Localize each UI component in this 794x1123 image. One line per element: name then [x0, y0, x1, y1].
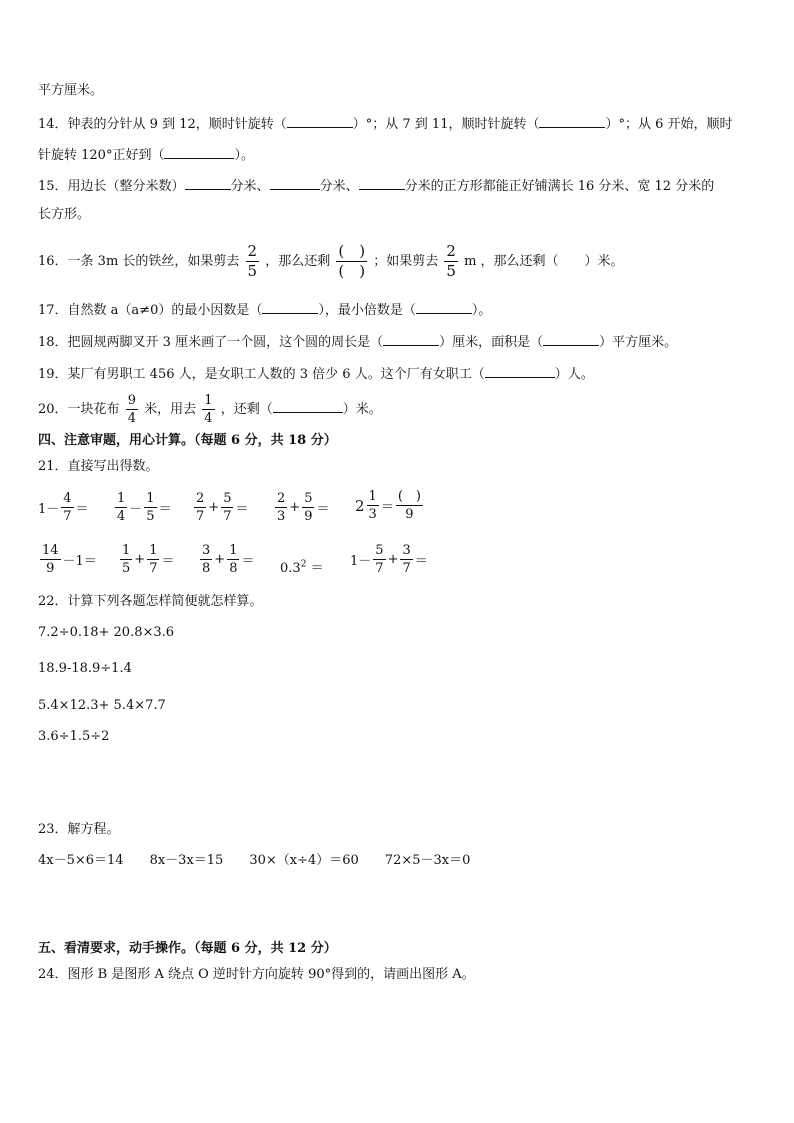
q16-text-c: ；如果剪去: [373, 254, 439, 269]
q22-title: 22．计算下列各题怎样简便就怎样算。: [38, 594, 263, 609]
q20-line: [38, 390, 382, 430]
q14-line1: [38, 114, 733, 134]
calc-10: 1－ $\frac{5}{7}$ + $\frac{3}{7}$ ＝: [350, 543, 428, 576]
q15-line2: 长方形。: [38, 207, 91, 222]
q14-text-c: ）°；从 6 开始，顺时: [605, 117, 733, 132]
answer-blank[interactable]: [164, 145, 234, 159]
answer-blank[interactable]: [416, 300, 472, 314]
q15-text-b: 分米、: [230, 179, 270, 194]
q18-text-a: 18．把圆规两脚叉开 3 厘米画了一个圆，这个圆的周长是（: [38, 335, 384, 350]
calc-3: $\frac{2}{7}$ + $\frac{5}{7}$ ＝: [196, 491, 249, 524]
q16-text-d: m ，那么还剩（ ）米。: [464, 254, 624, 269]
answer-blank[interactable]: [287, 114, 353, 128]
answer-blank[interactable]: [262, 300, 318, 314]
answer-blank[interactable]: [270, 176, 320, 190]
q14-text-a: 14．钟表的分针从 9 到 12，顺时针旋转（: [38, 117, 287, 132]
q17-line: [38, 300, 491, 320]
q20-text-b: 米，用去: [144, 402, 197, 417]
q20-text-c: ，还剩（: [220, 402, 273, 417]
fraction-2-5-b: $\frac{2}{5}$: [446, 242, 456, 280]
q19-line: [38, 364, 594, 384]
q18-line: [38, 332, 677, 352]
section-5-heading: 五、看清要求，动手操作。（每题 6 分，共 12 分）: [38, 941, 337, 956]
answer-blank[interactable]: [359, 176, 405, 190]
answer-blank[interactable]: [543, 332, 599, 346]
calc-2: $\frac{1}{4}$ － $\frac{1}{5}$ ＝: [117, 491, 172, 524]
q22-item-3: 5.4×12.3+ 5.4×7.7: [38, 698, 166, 713]
q14-line2: [38, 145, 254, 165]
fraction-2-5: $\frac{2}{5}$: [247, 242, 258, 280]
calc-8: $\frac{3}{8}$ + $\frac{1}{8}$ ＝: [202, 543, 255, 576]
q16-text-a: 16．一条 3m 长的铁丝，如果剪去: [38, 254, 240, 269]
q21-title: 21．直接写出得数。: [38, 459, 159, 474]
q24-title: 24．图形 B 是图形 A 绕点 O 逆时针方向旋转 90°得到的，请画出图形 A。: [38, 967, 475, 982]
q22-item-2: 18.9-18.9÷1.4: [38, 661, 132, 676]
calc-7: $\frac{1}{5}$ + $\frac{1}{7}$ ＝: [122, 543, 175, 576]
q23-title: 23．解方程。: [38, 822, 120, 837]
q19-text-a: 19．某厂有男职工 456 人，是女职工人数的 3 倍少 6 人。这个厂有女职工（: [38, 367, 485, 382]
calc-5: 2 $\frac{1}{3}$ ＝ $\frac{( )}{9}$: [355, 489, 421, 522]
answer-blank[interactable]: [485, 364, 555, 378]
q15-line1: [38, 176, 714, 196]
answer-blank[interactable]: [383, 332, 439, 346]
q15-text-a: 15．用边长（整分米数）: [38, 179, 185, 194]
q17-text-c: ）。: [471, 303, 492, 318]
q16-line: [38, 240, 624, 284]
q15-text-d: 分米的正方形都能正好铺满长 16 分米、宽 12 分米的: [404, 179, 715, 194]
q16-text-b: ，那么还剩: [265, 254, 331, 269]
q20-text-a: 20．一块花布: [38, 402, 120, 417]
q14-text-d: 针旋转 120°正好到（: [38, 148, 165, 163]
calc-4: $\frac{2}{3}$ + $\frac{5}{9}$ ＝: [277, 491, 330, 524]
q17-text-b: ），最小倍数是（: [318, 303, 416, 318]
q19-text-b: ）人。: [554, 367, 594, 382]
calc-1: 1－ $\frac{4}{7}$ ＝: [38, 491, 89, 524]
q20-text-d: ）米。: [342, 402, 382, 417]
answer-blank[interactable]: [273, 399, 343, 413]
q22-item-1: 7.2÷0.18+ 20.8×3.6: [38, 625, 175, 640]
q14-text-e: ）。: [234, 148, 254, 163]
q13-tail: 平方厘米。: [38, 83, 104, 98]
q18-text-c: ）平方厘米。: [599, 335, 678, 350]
q14-text-b: ）°；从 7 到 11，顺时针旋转（: [352, 117, 540, 132]
calc-6: $\frac{14}{9}$ －1＝: [42, 543, 97, 576]
q18-text-b: ）厘米，面积是（: [439, 335, 544, 350]
fraction-answer[interactable]: $\frac{( )}{( )}$: [338, 242, 366, 280]
answer-blank[interactable]: [185, 176, 231, 190]
q15-text-c: 分米、: [319, 179, 359, 194]
section-4-heading: 四、注意审题，用心计算。（每题 6 分，共 18 分）: [38, 433, 337, 448]
q23-equations: 4x－5×6＝14 8x－3x＝15 30×（x÷4）＝60 72×5－3x＝0: [38, 853, 471, 868]
answer-blank[interactable]: [539, 114, 605, 128]
fraction-9-4: $\frac{9}{4}$: [127, 393, 136, 426]
fraction-1-4: $\frac{1}{4}$: [204, 393, 213, 426]
q17-text-a: 17．自然数 a（a≠0）的最小因数是（: [38, 303, 263, 318]
calc-9: $0.3^2$ ＝: [280, 559, 324, 576]
q22-item-4: 3.6÷1.5÷2: [38, 729, 110, 744]
